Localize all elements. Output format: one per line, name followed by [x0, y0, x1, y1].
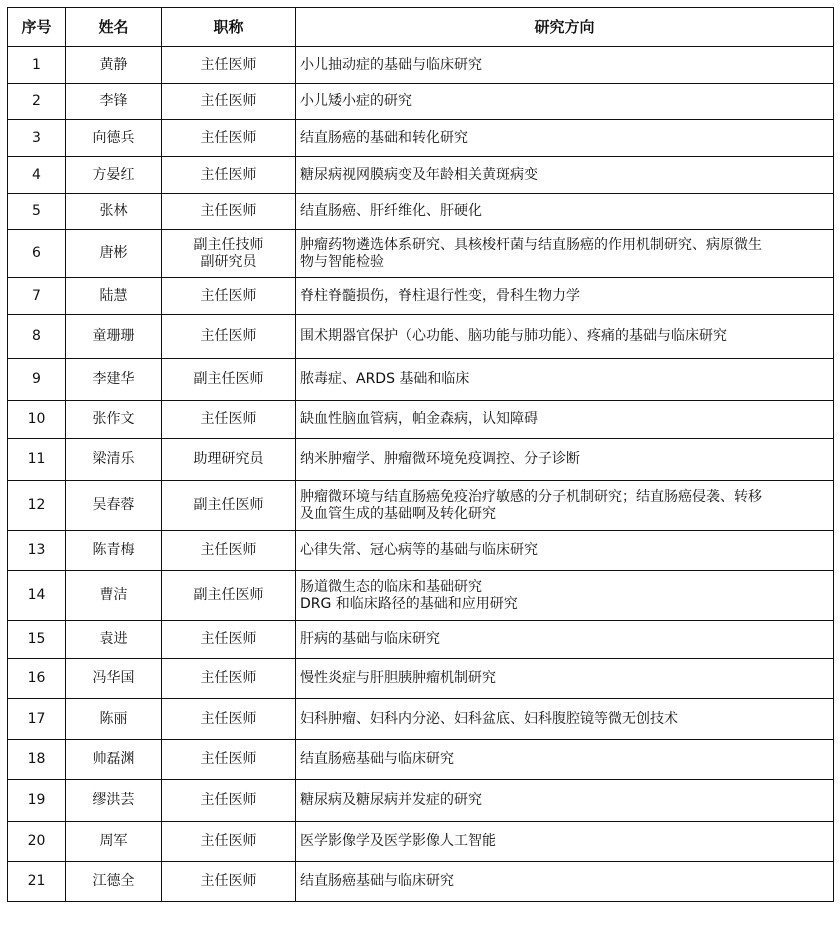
cell-title-line: 主任医师 [200, 792, 257, 808]
cell-research [296, 822, 834, 862]
table-row [8, 571, 834, 621]
cell-research [296, 278, 834, 315]
cell-name: 黄静 [66, 47, 162, 84]
cell-research-line: 慢性炎症与肝胆胰肿瘤机制研究 [300, 670, 496, 686]
cell-index: 4 [8, 157, 66, 194]
cell-index: 14 [8, 571, 66, 621]
table-row [8, 862, 834, 902]
cell-title [162, 230, 296, 278]
cell-research-line: 结直肠癌基础与临床研究 [300, 751, 454, 767]
cell-research-line: 小儿抽动症的基础与临床研究 [300, 56, 482, 73]
cell-name: 童珊珊 [66, 315, 162, 359]
cell-title-line: 副主任医师 [193, 497, 264, 513]
cell-title [162, 315, 296, 359]
cell-title [162, 822, 296, 862]
cell-research-line: 肿瘤药物遴选体系研究、具核梭杆菌与结直肠癌的作用机制研究、病原微生 [300, 236, 762, 253]
header-title: 职称 [162, 8, 296, 47]
table-row [8, 699, 834, 740]
table-row [8, 194, 834, 230]
cell-index: 19 [8, 780, 66, 822]
table-row [8, 531, 834, 571]
cell-research [296, 401, 834, 439]
table-row [8, 230, 834, 278]
cell-title [162, 439, 296, 481]
cell-research-line: 肝病的基础与临床研究 [300, 631, 440, 647]
cell-name: 袁进 [66, 621, 162, 659]
cell-index: 5 [8, 194, 66, 230]
cell-title [162, 278, 296, 315]
cell-research [296, 740, 834, 780]
cell-research-line: 糖尿病视网膜病变及年龄相关黄斑病变 [300, 166, 538, 183]
table-row [8, 822, 834, 862]
cell-title [162, 359, 296, 401]
cell-title [162, 84, 296, 120]
cell-name: 陆慧 [66, 278, 162, 315]
cell-research [296, 481, 834, 531]
cell-index: 20 [8, 822, 66, 862]
cell-title [162, 481, 296, 531]
cell-research-line: 肿瘤微环境与结直肠癌免疫治疗敏感的分子机制研究；结直肠癌侵袭、转移 [300, 488, 762, 505]
cell-index: 10 [8, 401, 66, 439]
cell-title [162, 659, 296, 699]
cell-research-line: 及血管生成的基础啊及转化研究 [300, 505, 496, 522]
cell-research-line: 脊柱脊髓损伤，脊柱退行性变，骨科生物力学 [300, 287, 580, 304]
cell-name: 张作文 [66, 401, 162, 439]
cell-research [296, 315, 834, 359]
cell-name: 曹洁 [66, 571, 162, 621]
cell-name: 向德兵 [66, 120, 162, 157]
cell-title-line: 主任医师 [200, 873, 257, 889]
cell-name: 李建华 [66, 359, 162, 401]
table-row [8, 401, 834, 439]
cell-title-line: 主任医师 [200, 411, 257, 427]
cell-title-line: 主任医师 [200, 670, 257, 686]
cell-title-line: 主任医师 [200, 287, 257, 304]
cell-research [296, 862, 834, 902]
cell-title [162, 780, 296, 822]
cell-research [296, 659, 834, 699]
cell-title-line: 主任医师 [200, 203, 257, 219]
header-index: 序号 [8, 8, 66, 47]
cell-title-line: 主任医师 [200, 56, 257, 73]
table-row [8, 84, 834, 120]
cell-research-line: 脓毒症、ARDS 基础和临床 [300, 371, 470, 387]
cell-index: 8 [8, 315, 66, 359]
table-header [8, 8, 834, 47]
cell-research-line: 纳米肿瘤学、肿瘤微环境免疫调控、分子诊断 [300, 451, 580, 467]
cell-title-line: 副主任技师 [193, 236, 264, 253]
cell-title [162, 571, 296, 621]
cell-research [296, 194, 834, 230]
cell-research-line: 小儿矮小症的研究 [300, 93, 412, 109]
cell-index: 21 [8, 862, 66, 902]
table-row [8, 47, 834, 84]
table-row [8, 157, 834, 194]
cell-index: 17 [8, 699, 66, 740]
cell-research [296, 84, 834, 120]
cell-name: 陈青梅 [66, 531, 162, 571]
cell-research [296, 120, 834, 157]
table-row [8, 659, 834, 699]
cell-index: 1 [8, 47, 66, 84]
table-row [8, 740, 834, 780]
table-row [8, 621, 834, 659]
cell-title-line: 副主任医师 [193, 371, 264, 387]
cell-index: 15 [8, 621, 66, 659]
cell-index: 18 [8, 740, 66, 780]
cell-index: 13 [8, 531, 66, 571]
table-row [8, 780, 834, 822]
header-name: 姓名 [66, 8, 162, 47]
cell-title [162, 47, 296, 84]
cell-name: 李锋 [66, 84, 162, 120]
cell-title-line: 副主任医师 [193, 587, 264, 603]
cell-name: 梁清乐 [66, 439, 162, 481]
cell-title-line: 主任医师 [200, 833, 257, 849]
cell-research [296, 531, 834, 571]
cell-research-line: 结直肠癌、肝纤维化、肝硬化 [300, 203, 482, 219]
table-row [8, 481, 834, 531]
cell-name: 陈丽 [66, 699, 162, 740]
cell-name: 唐彬 [66, 230, 162, 278]
cell-title-line: 主任医师 [200, 542, 257, 558]
cell-index: 7 [8, 278, 66, 315]
table-row [8, 315, 834, 359]
cell-research-line: 心律失常、冠心病等的基础与临床研究 [300, 542, 538, 558]
cell-research-line: 物与智能检验 [300, 253, 384, 270]
header-research: 研究方向 [296, 8, 834, 47]
cell-research-line: 糖尿病及糖尿病并发症的研究 [300, 792, 482, 808]
cell-name: 张林 [66, 194, 162, 230]
cell-title-line: 主任医师 [200, 751, 257, 767]
cell-index: 11 [8, 439, 66, 481]
table-row [8, 120, 834, 157]
cell-name: 帅磊渊 [66, 740, 162, 780]
table-row [8, 278, 834, 315]
cell-research [296, 571, 834, 621]
cell-title-line: 主任医师 [200, 93, 257, 109]
cell-title-line: 主任医师 [200, 166, 257, 183]
cell-index: 2 [8, 84, 66, 120]
table-row [8, 359, 834, 401]
cell-title [162, 621, 296, 659]
cell-title [162, 120, 296, 157]
cell-index: 6 [8, 230, 66, 278]
cell-research-line: 妇科肿瘤、妇科内分泌、妇科盆底、妇科腹腔镜等微无创技术 [300, 710, 678, 727]
cell-name: 江德全 [66, 862, 162, 902]
cell-name: 吴春蓉 [66, 481, 162, 531]
cell-research [296, 359, 834, 401]
header-row [8, 8, 834, 47]
cell-research-line: 围术期器官保护（心功能、脑功能与肺功能）、疼痛的基础与临床研究 [300, 328, 727, 344]
staff-research-table [7, 7, 834, 902]
cell-index: 16 [8, 659, 66, 699]
cell-title-line: 主任医师 [200, 631, 257, 647]
cell-research [296, 621, 834, 659]
cell-index: 3 [8, 120, 66, 157]
cell-research-line: DRG 和临床路径的基础和应用研究 [300, 595, 518, 612]
cell-title [162, 699, 296, 740]
cell-title [162, 862, 296, 902]
cell-title-line: 助理研究员 [193, 451, 264, 467]
table-row [8, 439, 834, 481]
cell-research-line: 结直肠癌的基础和转化研究 [300, 129, 468, 146]
cell-title-line: 副研究员 [200, 253, 257, 270]
cell-title-line: 主任医师 [200, 710, 257, 727]
cell-title-line: 主任医师 [200, 328, 257, 344]
cell-research [296, 157, 834, 194]
cell-name: 周军 [66, 822, 162, 862]
cell-research [296, 780, 834, 822]
cell-research-line: 医学影像学及医学影像人工智能 [300, 833, 496, 849]
cell-index: 9 [8, 359, 66, 401]
cell-title [162, 531, 296, 571]
cell-research [296, 230, 834, 278]
cell-research-line: 缺血性脑血管病，帕金森病，认知障碍 [300, 411, 538, 427]
cell-title [162, 401, 296, 439]
cell-name: 方晏红 [66, 157, 162, 194]
cell-name: 冯华国 [66, 659, 162, 699]
cell-title-line: 主任医师 [200, 129, 257, 146]
cell-research-line: 肠道微生态的临床和基础研究 [300, 578, 482, 595]
cell-research-line: 结直肠癌基础与临床研究 [300, 873, 454, 889]
cell-title [162, 194, 296, 230]
cell-name: 缪洪芸 [66, 780, 162, 822]
table-body [8, 47, 834, 902]
cell-research [296, 699, 834, 740]
cell-research [296, 439, 834, 481]
cell-title [162, 157, 296, 194]
cell-title [162, 740, 296, 780]
cell-index: 12 [8, 481, 66, 531]
cell-research [296, 47, 834, 84]
